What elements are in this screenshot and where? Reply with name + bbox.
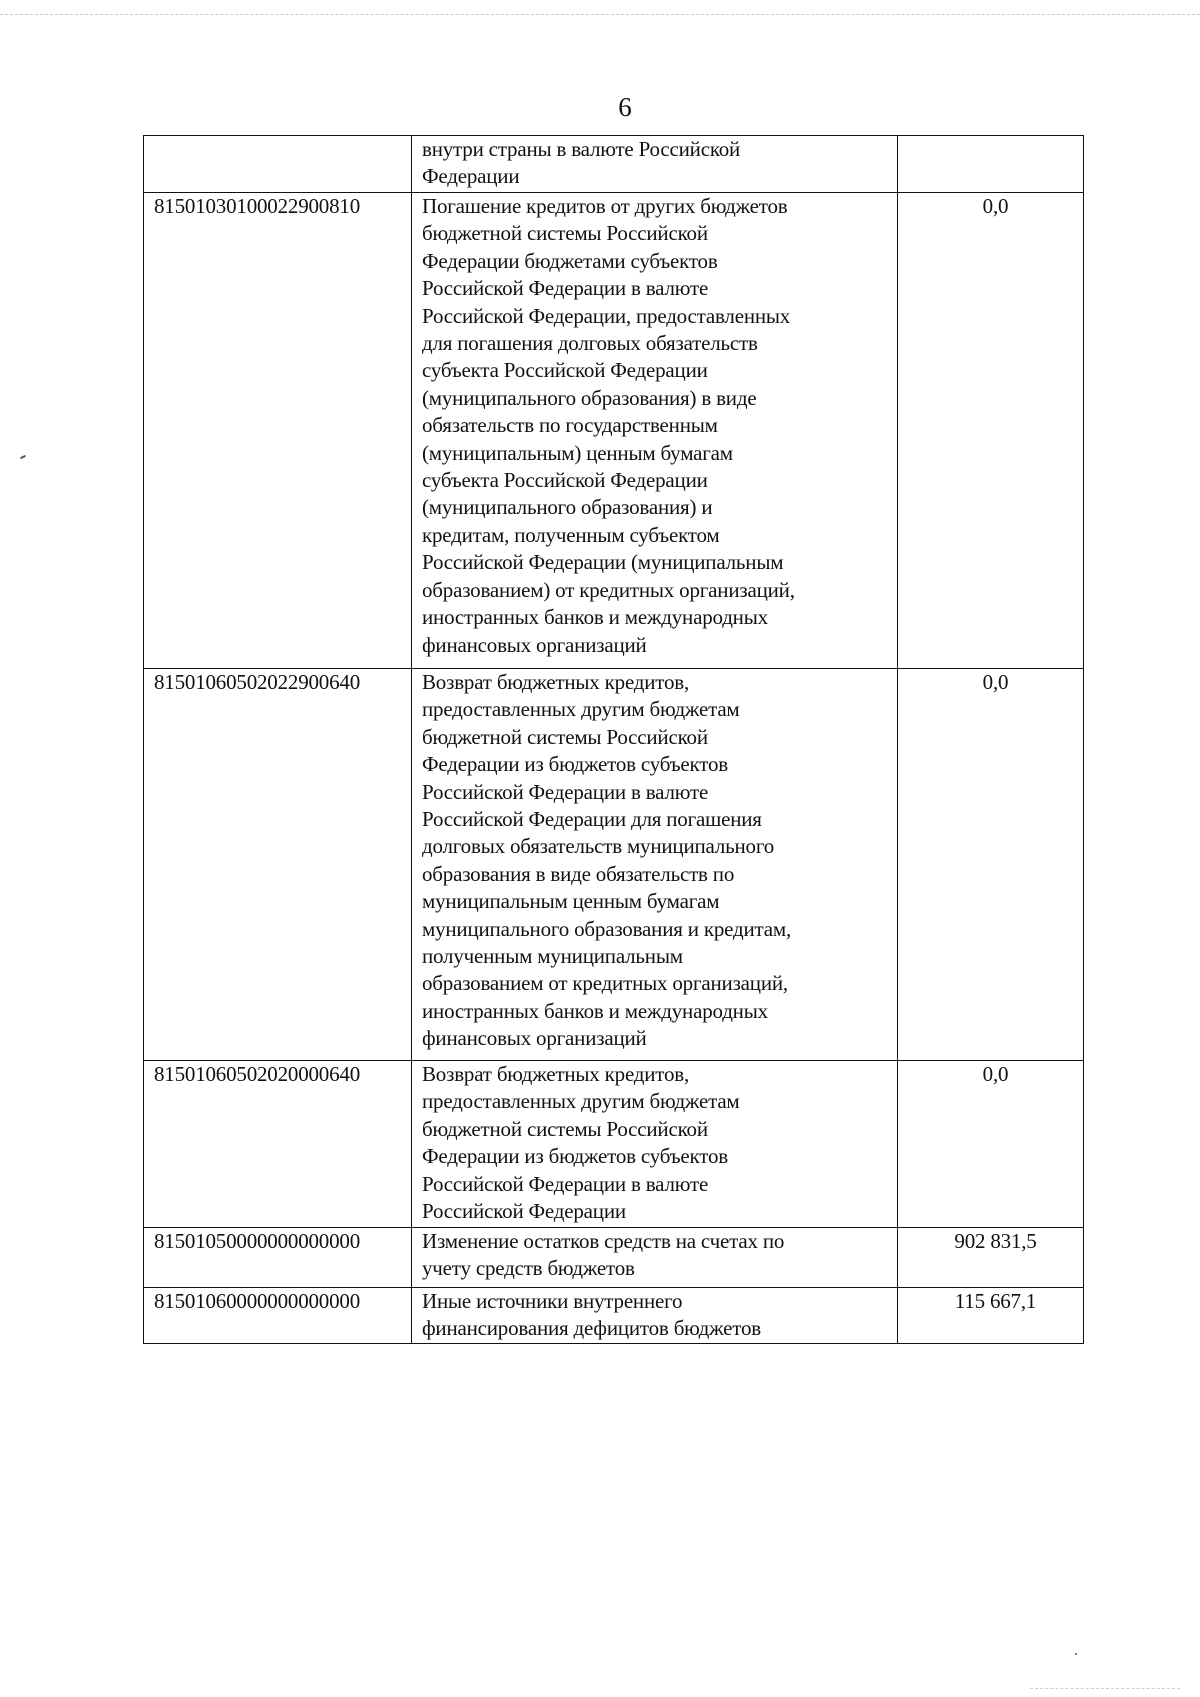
description-line: бюджетной системы Российской [422, 221, 708, 246]
description-line: кредитам, полученным субъектом [422, 522, 720, 547]
table-row [144, 1288, 1084, 1344]
scan-edge-top [0, 14, 1200, 15]
description-line: Федерации из бюджетов субъектов [422, 752, 728, 777]
table-row [144, 669, 1084, 1061]
code-cell: 81501060502020000640 [144, 1061, 412, 1228]
description-cell [412, 1061, 898, 1228]
code-cell: 81501050000000000000 [144, 1228, 412, 1288]
description-line: Российской Федерации для погашения [422, 807, 762, 832]
description-line: Иные источники внутреннего [422, 1289, 683, 1313]
description-cell [412, 136, 898, 193]
description-line: Российской Федерации в валюте [422, 1171, 709, 1196]
description-line: образования в виде обязательств по [422, 861, 735, 886]
description-line: Российской Федерации в валюте [422, 779, 709, 804]
description-line: финансовых организаций [422, 632, 647, 657]
code-cell: 81501060000000000000 [144, 1288, 412, 1344]
description-line: финансовых организаций [422, 1026, 647, 1051]
description-line: муниципальным ценным бумагам [422, 889, 720, 914]
scan-speck [20, 455, 26, 459]
table-row [144, 1228, 1084, 1288]
amount-cell: 0,0 [898, 1061, 1084, 1228]
description-line: Погашение кредитов от других бюджетов [422, 194, 788, 218]
description-cell [412, 669, 898, 1061]
description-line: (муниципального образования) в виде [422, 385, 757, 410]
description-line: Возврат бюджетных кредитов, [422, 1062, 690, 1086]
description-line: предоставленных другим бюджетам [422, 697, 740, 722]
description-line: Возврат бюджетных кредитов, [422, 670, 690, 694]
description-line: образованием) от кредитных организаций, [422, 577, 795, 602]
table-row [144, 136, 1084, 193]
description-line: финансирования дефицитов бюджетов [422, 1316, 761, 1341]
description-line: Федерации [422, 164, 520, 189]
description-line: обязательств по государственным [422, 413, 718, 438]
description-line: иностранных банков и международных [422, 605, 768, 630]
amount-cell: 115 667,1 [898, 1288, 1084, 1344]
description-cell [412, 1228, 898, 1288]
description-line: предоставленных другим бюджетам [422, 1089, 740, 1114]
amount-cell: 0,0 [898, 193, 1084, 669]
description-line: бюджетной системы Российской [422, 724, 708, 749]
description-line: Российской Федерации [422, 1199, 626, 1224]
budget-sources-table [143, 135, 1084, 1344]
description-line: иностранных банков и международных [422, 998, 768, 1023]
description-line: внутри страны в валюте Российской [422, 137, 741, 161]
description-line: учету средств бюджетов [422, 1256, 635, 1281]
description-line: Российской Федерации в валюте [422, 276, 709, 301]
scan-speck [1075, 1653, 1077, 1655]
description-line: субъекта Российской Федерации [422, 468, 708, 493]
description-line: субъекта Российской Федерации [422, 358, 708, 383]
description-line: Федерации бюджетами субъектов [422, 248, 718, 273]
description-line: Российской Федерации (муниципальным [422, 550, 784, 575]
page-number: 6 [618, 92, 632, 122]
code-cell: 81501030100022900810 [144, 193, 412, 669]
description-cell [412, 193, 898, 669]
description-line: Федерации из бюджетов субъектов [422, 1144, 728, 1169]
table-row [144, 193, 1084, 669]
description-line: муниципального образования и кредитам, [422, 916, 791, 941]
description-line: для погашения долговых обязательств [422, 331, 758, 356]
description-line: бюджетной системы Российской [422, 1116, 708, 1141]
scan-edge-bottom [1030, 1688, 1180, 1689]
description-line: Российской Федерации, предоставленных [422, 303, 791, 328]
description-line: образованием от кредитных организаций, [422, 971, 788, 996]
code-cell: 81501060502022900640 [144, 669, 412, 1061]
description-line: Изменение остатков средств на счетах по [422, 1229, 785, 1253]
code-cell [144, 136, 412, 193]
description-line: долговых обязательств муниципального [422, 834, 775, 859]
amount-cell [898, 136, 1084, 193]
amount-cell: 0,0 [898, 669, 1084, 1061]
description-line: полученным муниципальным [422, 944, 683, 969]
table-row [144, 1061, 1084, 1228]
amount-cell: 902 831,5 [898, 1228, 1084, 1288]
description-line: (муниципальным) ценным бумагам [422, 440, 733, 465]
description-cell [412, 1288, 898, 1344]
description-line: (муниципального образования) и [422, 495, 713, 520]
